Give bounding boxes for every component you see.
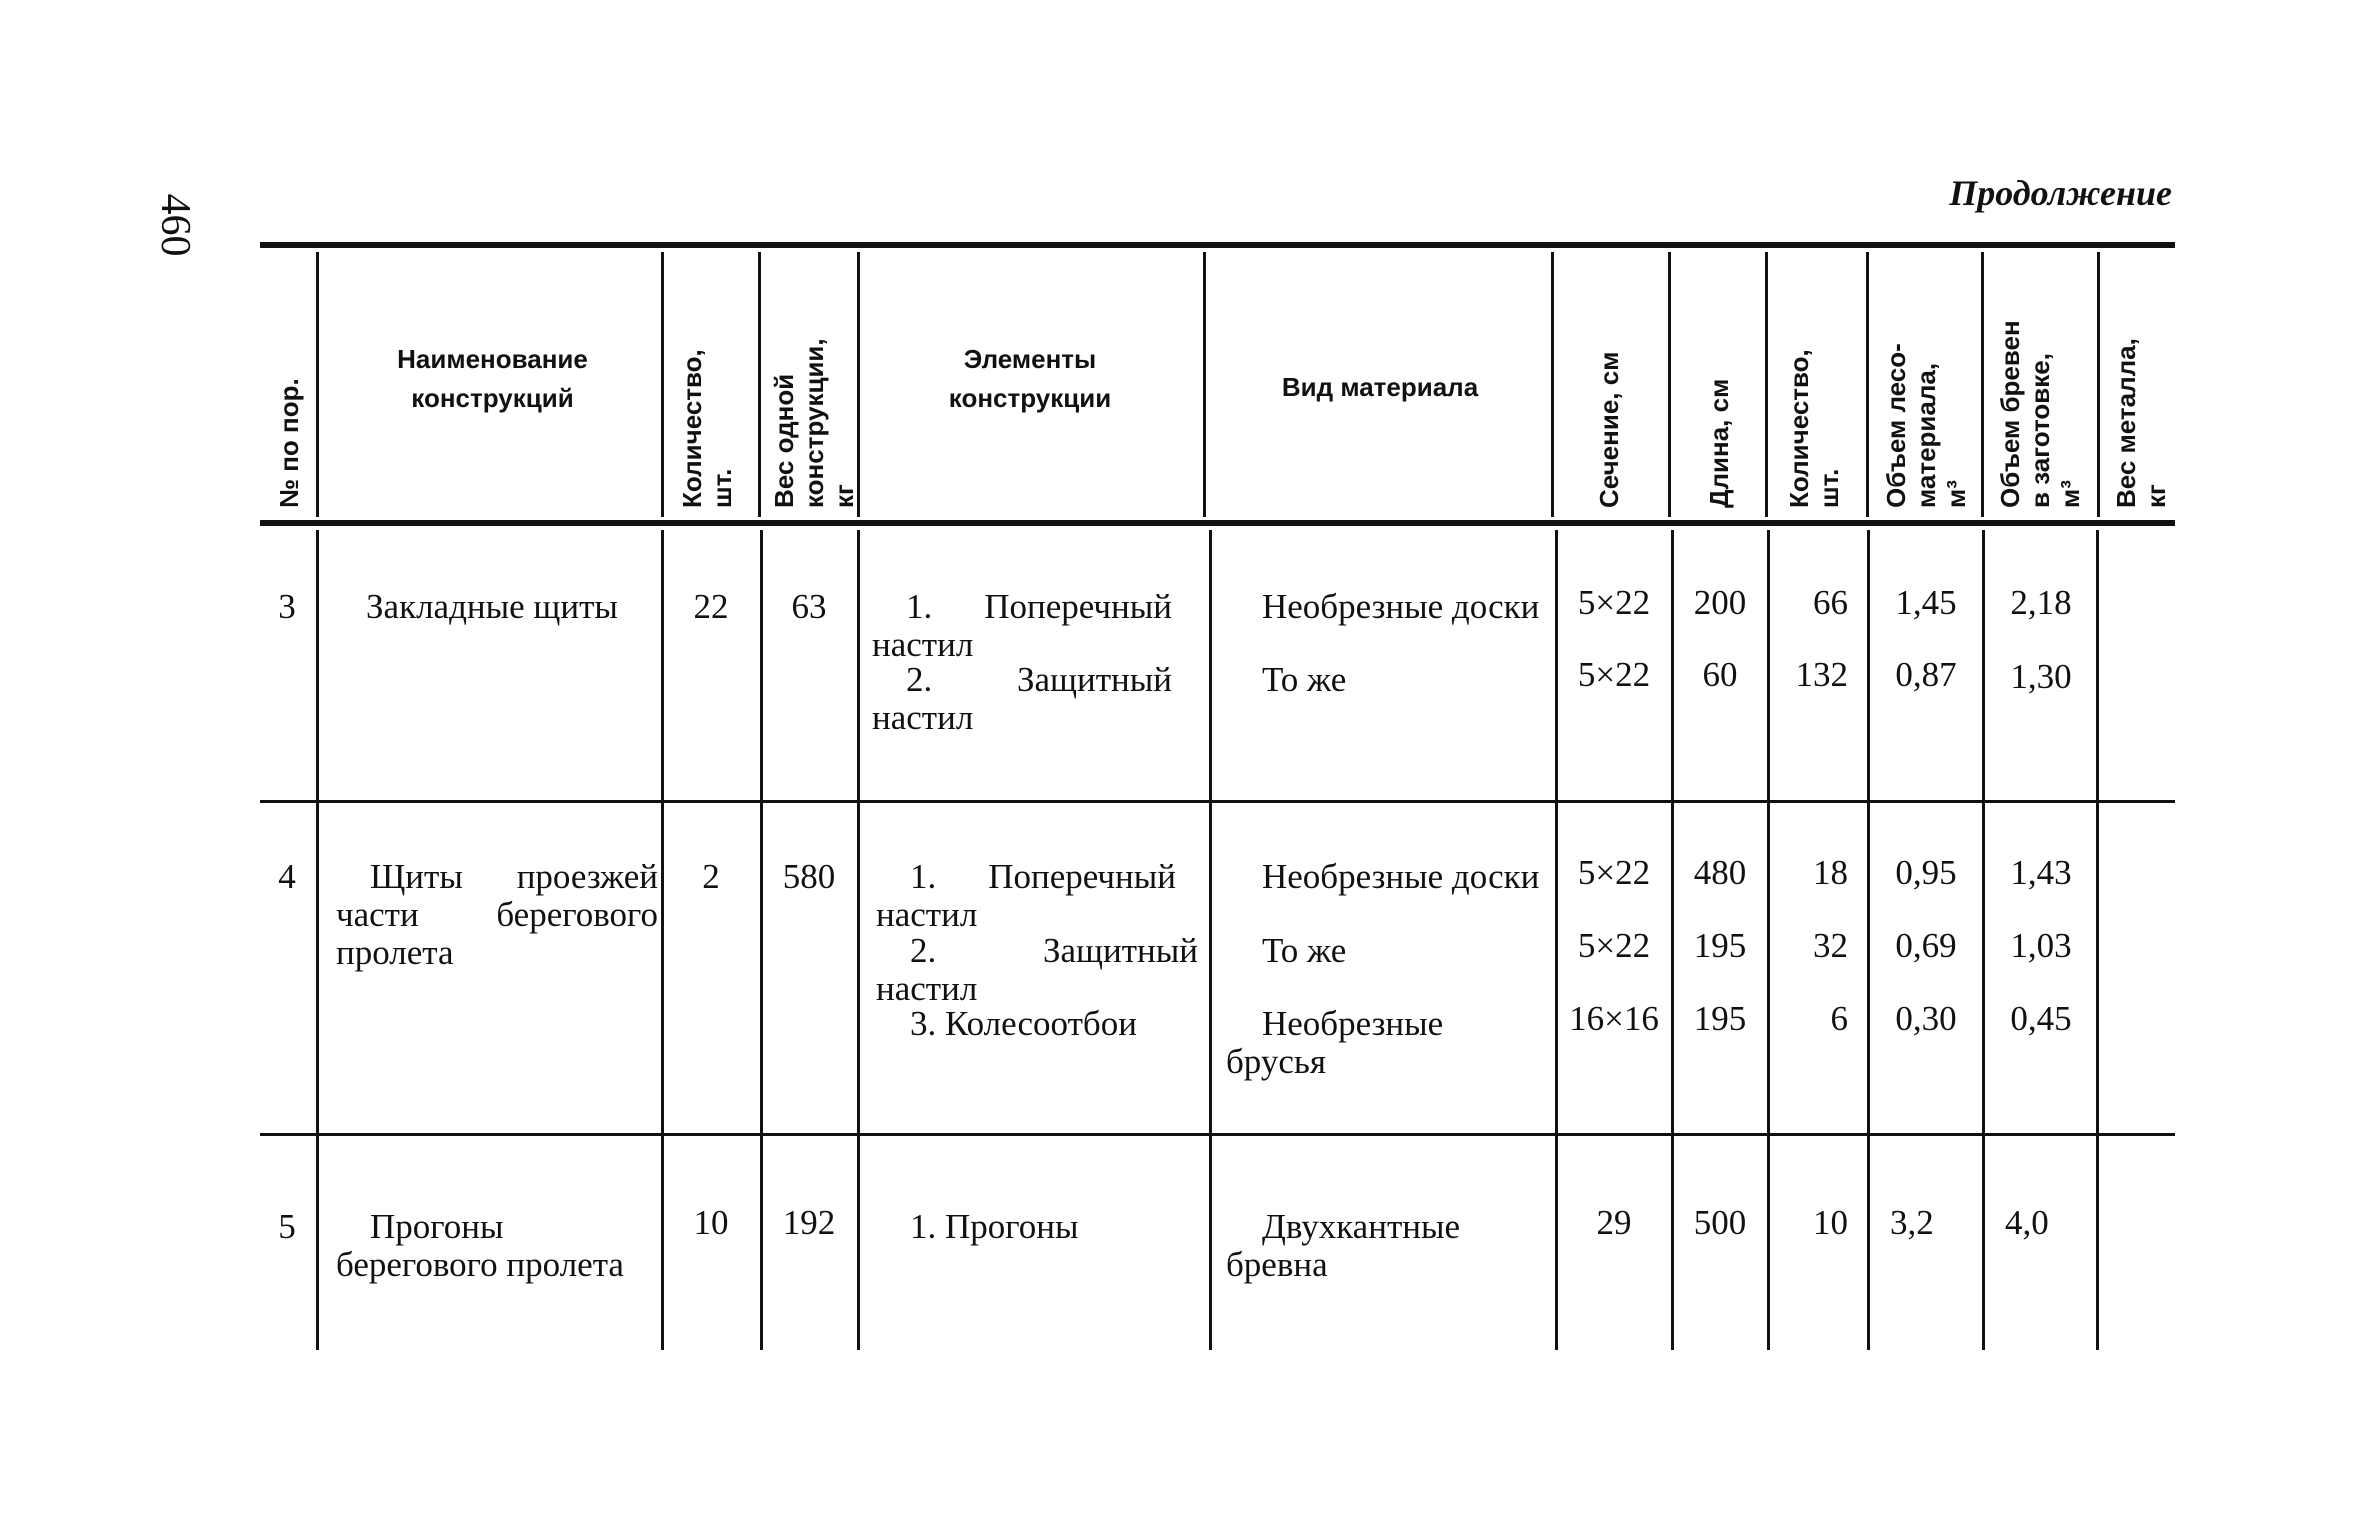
page-number: 460: [152, 193, 198, 257]
header-weight: Вес одной конструкции, кг: [769, 338, 859, 508]
length: 60: [1702, 655, 1738, 694]
volume-timber: 0,30: [1895, 999, 1957, 1038]
section: 29: [1596, 1203, 1632, 1242]
header-vol-timber: Объем лесо- материала, м³: [1881, 343, 1971, 508]
construction-weight: 192: [782, 1203, 836, 1242]
element-name: 2. Защитный настил: [876, 931, 1198, 1008]
column-divider: [316, 530, 319, 1350]
row-number: 5: [278, 1207, 296, 1246]
count: 6: [1830, 999, 1848, 1038]
construction-weight: 63: [791, 587, 827, 626]
header-no: № по пор.: [274, 378, 304, 508]
section: 16×16: [1569, 999, 1659, 1038]
length: 500: [1693, 1203, 1747, 1242]
material-type: Необрезные доски: [1262, 587, 1540, 626]
construction-name: Закладные щиты: [366, 587, 618, 626]
count: 32: [1813, 926, 1848, 965]
header-section: Сечение, см: [1594, 351, 1624, 508]
section: 5×22: [1577, 583, 1651, 622]
volume-logs: 4,0: [2005, 1203, 2049, 1242]
volume-timber: 0,87: [1895, 655, 1957, 694]
column-divider: [2097, 252, 2100, 517]
table-top-rule: [260, 242, 2175, 248]
construction-name: Прогоны берегового пролета: [336, 1207, 624, 1284]
row-number: 4: [278, 857, 296, 896]
column-divider: [1551, 252, 1554, 517]
header-vol-logs: Объем бревен в заготовке, м³: [1995, 320, 2085, 508]
column-divider: [661, 252, 664, 517]
length: 195: [1693, 999, 1747, 1038]
construction-qty: 10: [693, 1203, 729, 1242]
construction-qty: 2: [702, 857, 720, 896]
header-bottom-rule: [260, 520, 2175, 526]
count: 132: [1795, 655, 1848, 694]
row-divider: [260, 1133, 2175, 1136]
column-divider: [1209, 530, 1212, 1350]
element-name: 3. Колесоотбои: [910, 1004, 1137, 1043]
volume-timber: 0,95: [1895, 853, 1957, 892]
volume-logs: 0,45: [2010, 999, 2072, 1038]
construction-qty: 22: [693, 587, 729, 626]
volume-timber: 0,69: [1895, 926, 1957, 965]
row-divider: [260, 800, 2175, 803]
column-divider: [1866, 252, 1869, 517]
column-divider: [1668, 252, 1671, 517]
column-divider: [758, 252, 761, 517]
header-length: Длина, см: [1704, 378, 1734, 508]
length: 480: [1693, 853, 1747, 892]
volume-logs: 1,43: [2010, 853, 2072, 892]
row-number: 3: [278, 587, 296, 626]
section: 5×22: [1577, 655, 1651, 694]
element-name: 2. Защитный настил: [872, 660, 1172, 737]
element-name: 1. Поперечный настил: [872, 587, 1172, 664]
volume-timber: 1,45: [1895, 583, 1957, 622]
column-divider: [1981, 252, 1984, 517]
construction-weight: 580: [782, 857, 836, 896]
section: 5×22: [1577, 926, 1651, 965]
column-divider: [857, 530, 860, 1350]
column-divider: [760, 530, 763, 1350]
volume-logs: 1,03: [2010, 926, 2072, 965]
section: 5×22: [1577, 853, 1651, 892]
material-type: Двухкантные бревна: [1226, 1207, 1461, 1284]
element-name: 1. Прогоны: [910, 1207, 1079, 1246]
count: 18: [1813, 853, 1848, 892]
material-type: То же: [1262, 931, 1347, 970]
header-material: Вид материала: [1281, 372, 1479, 402]
volume-logs: 2,18: [2010, 583, 2072, 622]
count: 66: [1813, 583, 1848, 622]
material-type: То же: [1262, 660, 1347, 699]
volume-timber: 3,2: [1890, 1203, 1934, 1242]
column-divider: [1765, 252, 1768, 517]
length: 195: [1693, 926, 1747, 965]
length: 200: [1693, 583, 1747, 622]
count: 10: [1813, 1203, 1848, 1242]
header-name: Наименование конструкций: [397, 344, 588, 413]
continuation-label: Продолжение: [1949, 173, 2172, 213]
column-divider: [1203, 252, 1206, 517]
header-metal: Вес металла, кг: [2111, 338, 2171, 508]
header-count: Количество, шт.: [1784, 349, 1844, 508]
material-type: Необрезные брусья: [1226, 1004, 1444, 1081]
header-qty: Количество, шт.: [677, 349, 737, 508]
element-name: 1. Поперечный настил: [876, 857, 1176, 934]
column-divider: [661, 530, 664, 1350]
volume-logs: 1,30: [2010, 657, 2072, 696]
material-type: Необрезные доски: [1262, 857, 1540, 896]
column-divider: [316, 252, 319, 517]
construction-name: Щиты проезжей части берегового пролета: [336, 857, 658, 972]
header-elements: Элементы конструкции: [948, 344, 1112, 413]
